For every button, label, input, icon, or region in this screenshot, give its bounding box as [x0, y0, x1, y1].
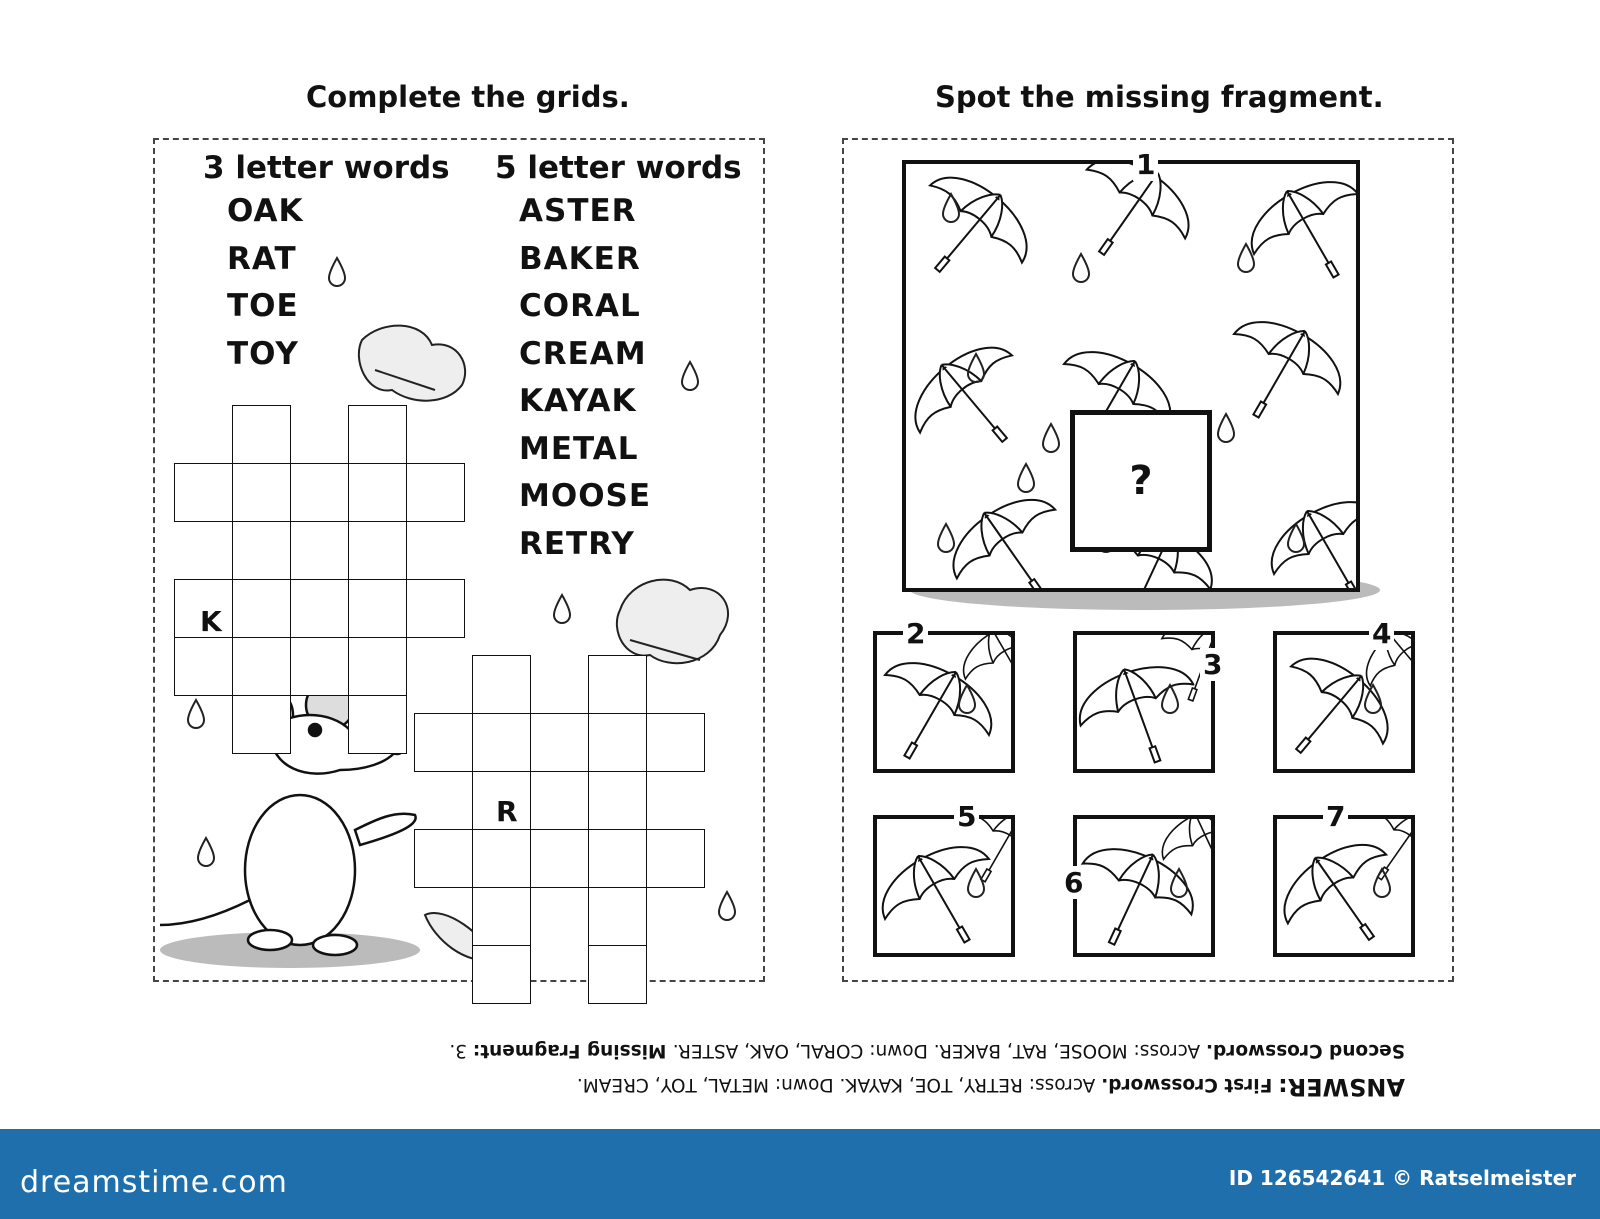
crossword-cell[interactable]: [588, 829, 647, 888]
umbrella-pattern: [1277, 635, 1415, 773]
crossword-cell[interactable]: [588, 655, 647, 714]
fragment-number: 2: [903, 617, 928, 650]
missing-fragment-box: [1070, 410, 1212, 552]
crossword-cell[interactable]: [348, 463, 407, 522]
left-panel-title: Complete the grids.: [306, 80, 630, 114]
answer-line-2: [305, 1040, 1405, 1061]
crossword-cell[interactable]: [406, 579, 465, 638]
word-item: METAL: [519, 430, 639, 467]
crossword-cell[interactable]: [232, 521, 291, 580]
crossword-cell[interactable]: [588, 887, 647, 946]
answer-second-label: Second Crossword.: [1205, 1040, 1405, 1061]
umbrella-pattern: [1277, 819, 1415, 957]
crossword-cell[interactable]: [348, 521, 407, 580]
fragment-number: 6: [1061, 866, 1086, 899]
word-item: CREAM: [519, 335, 647, 372]
word-item: BAKER: [519, 240, 641, 277]
crossword-cell[interactable]: [232, 463, 291, 522]
fragment-number: 3: [1200, 648, 1225, 681]
question-mark: ?: [1129, 458, 1153, 504]
word-item: TOY: [227, 335, 299, 372]
crossword-cell[interactable]: [588, 771, 647, 830]
crossword-cell[interactable]: [472, 655, 531, 714]
crossword-cell[interactable]: [530, 829, 589, 888]
word-item: CORAL: [519, 288, 641, 324]
answer-second-text: Across: MOOSE, RAT, BAKER. Down: CORAL, OAK, ASTER.: [672, 1040, 1206, 1061]
crossword-cell[interactable]: [232, 405, 291, 464]
crossword-cell[interactable]: [348, 405, 407, 464]
umbrella-pattern: [877, 819, 1015, 957]
answer-first-text: Across: RETRY, TOE, KAYAK. Down: METAL, TOY, CREAM.: [576, 1074, 1102, 1095]
crossword-cell[interactable]: [232, 579, 291, 638]
umbrella-pattern: [877, 635, 1015, 773]
word-item: RETRY: [519, 525, 635, 562]
main-picture-number: 1: [1133, 148, 1158, 181]
word-item: KAYAK: [519, 383, 637, 419]
umbrella-pattern: [1077, 635, 1215, 773]
fragment-option-3[interactable]: [1073, 631, 1215, 773]
crossword-cell[interactable]: [174, 463, 233, 522]
crossword-cell[interactable]: [290, 579, 349, 638]
crossword-cell[interactable]: [290, 463, 349, 522]
crossword-cell[interactable]: [414, 713, 473, 772]
answer-line-1: [305, 1073, 1405, 1101]
crossword-cell[interactable]: [232, 695, 291, 754]
answer-missing-label: Missing Fragment:: [472, 1040, 673, 1061]
crossword-cell[interactable]: [646, 713, 705, 772]
answer-missing-value: 3.: [449, 1040, 473, 1061]
fragment-option-4[interactable]: [1273, 631, 1415, 773]
crossword-cell[interactable]: [530, 713, 589, 772]
grid2-clue-letter: R: [496, 795, 518, 828]
answer-label: ANSWER:: [1278, 1073, 1405, 1101]
crossword-cell[interactable]: [414, 829, 473, 888]
fragment-option-5[interactable]: [873, 815, 1015, 957]
crossword-cell[interactable]: [174, 637, 233, 696]
crossword-cell[interactable]: [290, 637, 349, 696]
word-item: TOE: [227, 288, 299, 324]
five-letter-header: 5 letter words: [495, 150, 742, 186]
crossword-cell[interactable]: [348, 695, 407, 754]
word-item: OAK: [227, 193, 304, 229]
fragment-number: 5: [954, 800, 979, 833]
word-item: ASTER: [519, 193, 637, 229]
footer-brand[interactable]: dreamstime.com: [20, 1165, 288, 1200]
crossword-cell[interactable]: [472, 713, 531, 772]
three-letter-header: 3 letter words: [203, 150, 450, 186]
word-item: RAT: [227, 240, 297, 277]
word-item: MOOSE: [519, 478, 652, 514]
fragment-option-2[interactable]: [873, 631, 1015, 773]
crossword-cell[interactable]: [472, 829, 531, 888]
crossword-cell[interactable]: [472, 945, 531, 1004]
footer-credit: ID 126542641 © Ratselmeister: [1228, 1166, 1576, 1190]
crossword-cell[interactable]: [472, 887, 531, 946]
crossword-cell[interactable]: [406, 463, 465, 522]
fragment-option-6[interactable]: [1073, 815, 1215, 957]
crossword-cell[interactable]: [348, 579, 407, 638]
fragment-option-7[interactable]: [1273, 815, 1415, 957]
crossword-cell[interactable]: [232, 637, 291, 696]
crossword-cell[interactable]: [646, 829, 705, 888]
right-panel-title: Spot the missing fragment.: [935, 80, 1384, 114]
grid1-clue-letter: K: [200, 605, 222, 638]
crossword-cell[interactable]: [348, 637, 407, 696]
fragment-number: 7: [1323, 800, 1348, 833]
umbrella-pattern: [1077, 819, 1215, 957]
answer-first-label: First Crossword.: [1101, 1074, 1273, 1095]
fragment-number: 4: [1369, 617, 1394, 650]
crossword-cell[interactable]: [588, 945, 647, 1004]
crossword-cell[interactable]: [588, 713, 647, 772]
